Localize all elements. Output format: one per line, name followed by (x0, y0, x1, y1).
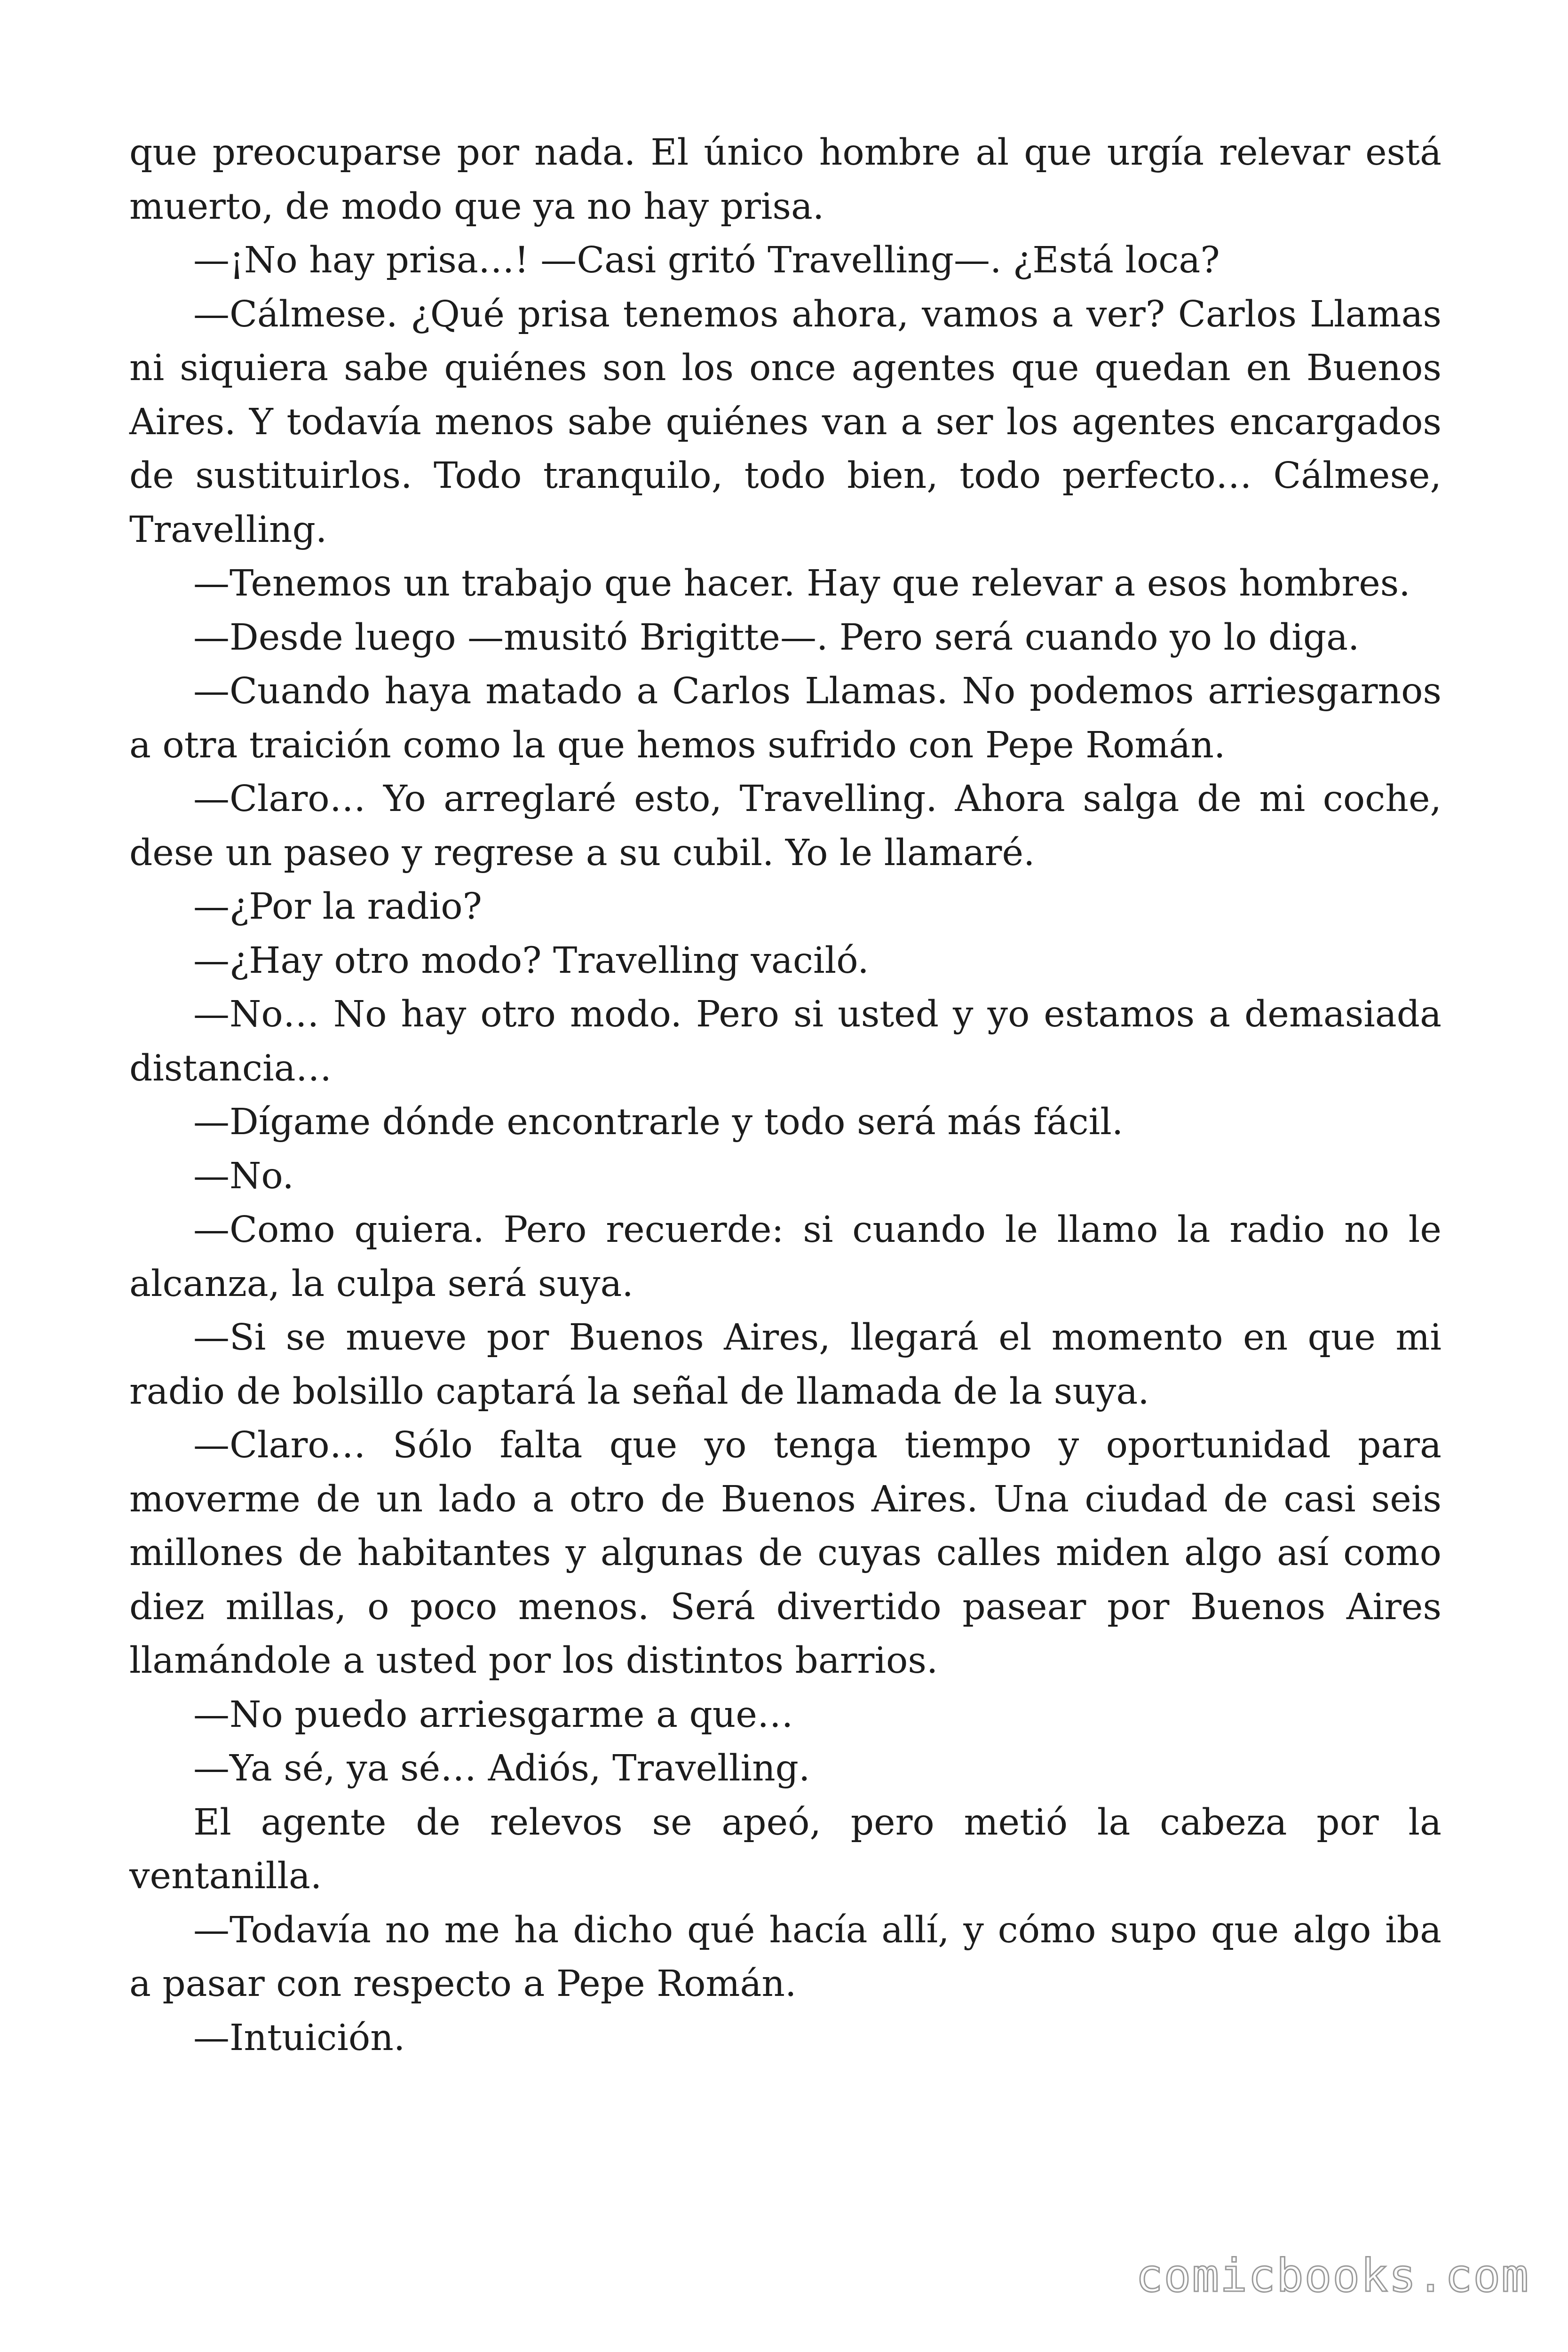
paragraph: —Cálmese. ¿Qué prisa tenemos ahora, vamos a ver? Carlos Llamas ni siquiera sabe quiénes son los once agentes que quedan en Buenos Aires. Y todavía menos sabe quiénes van a ser los agentes encargados de sustituirlos. Todo tranquilo, todo bien, todo perfecto… Cálmese, Travelling. (129, 293, 1441, 551)
paragraph: que preocuparse por nada. El único hombre al que urgía relevar está muerto, de modo que ya no hay prisa. (129, 132, 1441, 228)
paragraph: —¿Por la radio? (193, 886, 482, 928)
paragraph: —Intuición. (193, 2017, 405, 2059)
paragraph: —Dígame dónde encontrarle y todo será más fácil. (193, 1101, 1124, 1143)
page-text (129, 126, 1441, 2065)
paragraph: —Todavía no me ha dicho qué hacía allí, y cómo supo que algo iba a pasar con respecto a Pepe Román. (129, 1909, 1441, 2005)
paragraph: —Como quiera. Pero recuerde: si cuando le llamo la radio no le alcanza, la culpa será suya. (129, 1209, 1441, 1305)
paragraph: —Claro… Yo arreglaré esto, Travelling. Ahora salga de mi coche, dese un paseo y regrese a su cubil. Yo le llamaré. (129, 778, 1441, 874)
paragraph: —No. (193, 1155, 294, 1197)
paragraph: —Desde luego —musitó Brigitte—. Pero será cuando yo lo diga. (193, 616, 1360, 659)
paragraph: El agente de relevos se apeó, pero metió la cabeza por la ventanilla. (129, 1801, 1441, 1897)
paragraph: —Tenemos un trabajo que hacer. Hay que relevar a esos hombres. (193, 563, 1410, 604)
paragraph: —Claro… Sólo falta que yo tenga tiempo y oportunidad para moverme de un lado a otro de Buenos Aires. Una ciudad de casi seis millones de habitantes y algunas de cuyas calles miden algo así como diez millas, o poco menos. Será divertido pasear por Buenos Aires llamándole a usted por los distintos barrios. (129, 1424, 1441, 1682)
watermark: comicbooks.com (1135, 2249, 1529, 2302)
paragraph: —¡No hay prisa…! —Casi gritó Travelling—. ¿Está loca? (193, 239, 1220, 281)
paragraph: —¿Hay otro modo? Travelling vaciló. (193, 939, 869, 982)
paragraph: —Cuando haya matado a Carlos Llamas. No podemos arriesgarnos a otra traición como la que hemos sufrido con Pepe Román. (129, 670, 1441, 766)
paragraph: —No… No hay otro modo. Pero si usted y yo estamos a demasiada distancia… (129, 993, 1441, 1089)
paragraph: —Si se mueve por Buenos Aires, llegará el momento en que mi radio de bolsillo captará la señal de llamada de la suya. (129, 1317, 1441, 1413)
paragraph: —No puedo arriesgarme a que… (193, 1693, 793, 1736)
paragraph: —Ya sé, ya sé… Adiós, Travelling. (193, 1748, 810, 1789)
